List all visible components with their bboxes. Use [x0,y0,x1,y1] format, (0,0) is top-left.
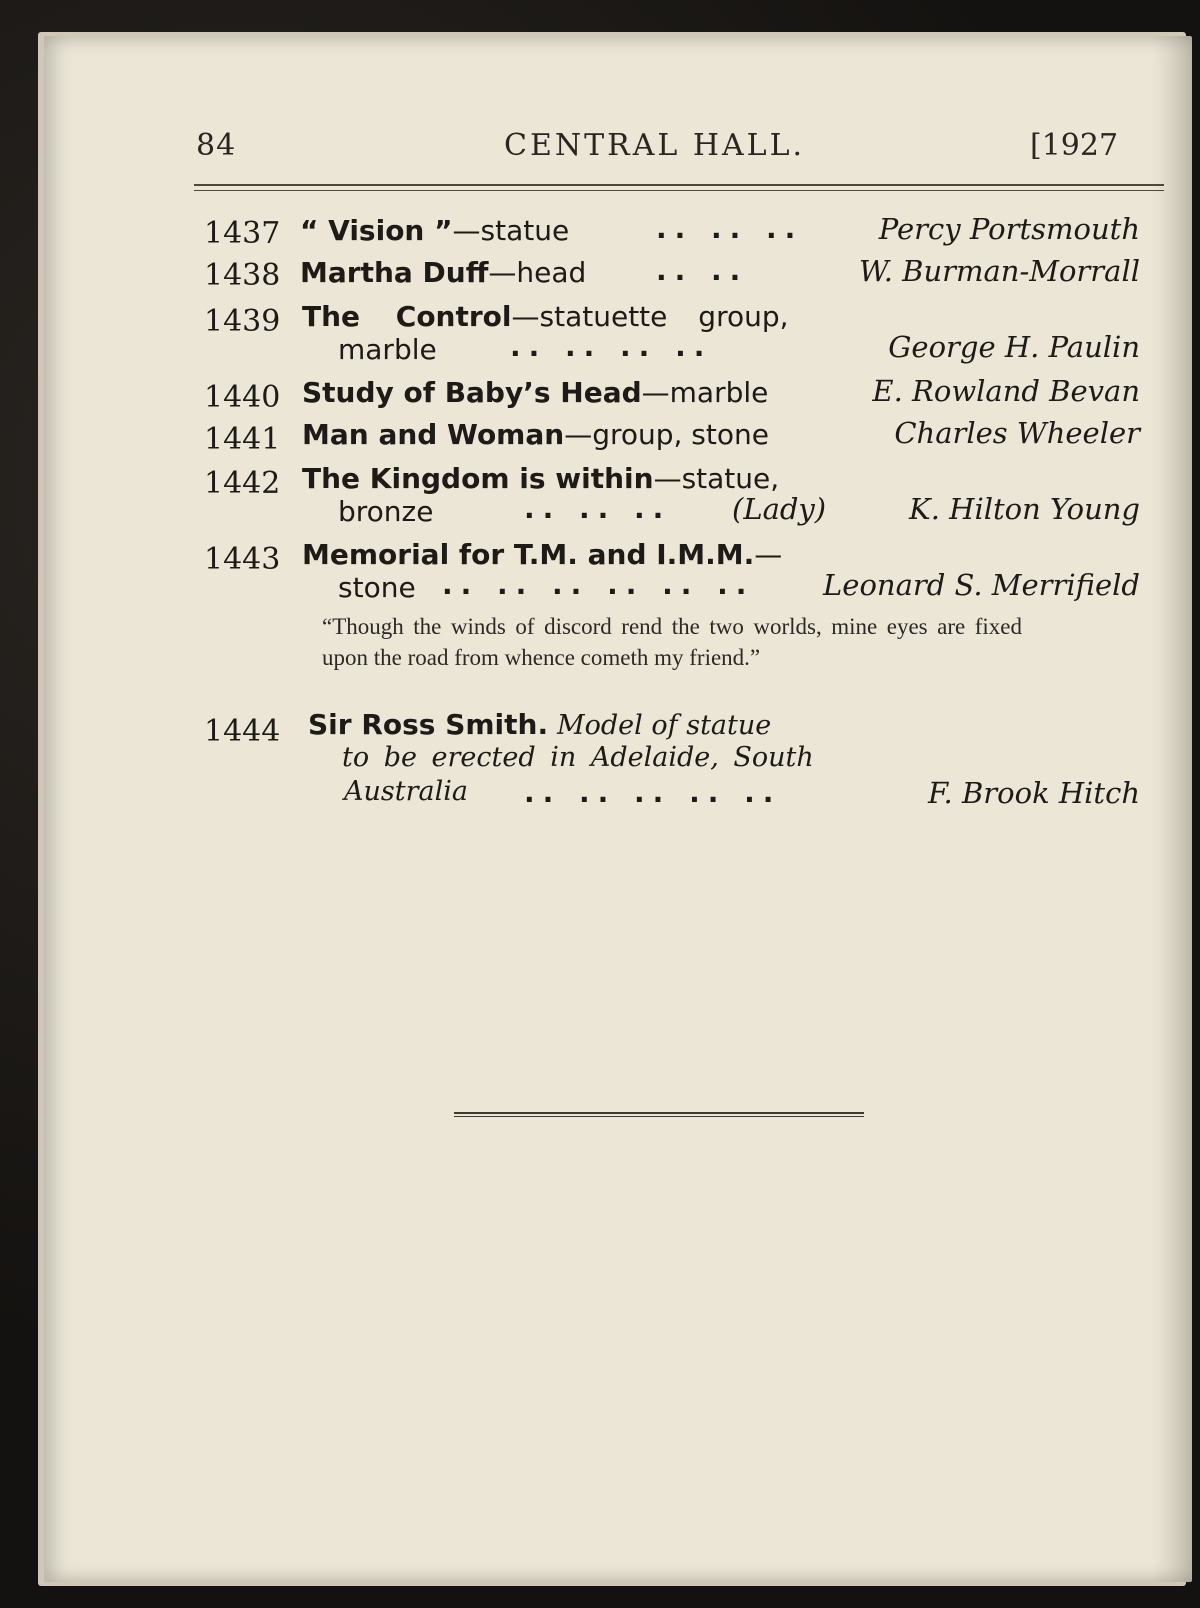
artist-name: Charles Wheeler [894,416,1140,450]
entry-title-main: Martha Duff [300,256,489,289]
leader-dots: .. .. .. [656,212,804,245]
artist-name: E. Rowland Bevan [872,374,1140,408]
entry-title-main: The Kingdom is within [302,462,654,495]
artist-name: Percy Portsmouth [878,212,1140,246]
entry-title [300,214,569,247]
entry-title [308,708,771,741]
entry-title-medium: —statue, [653,462,780,495]
entry-number: 1437 [204,216,281,251]
artist-name: F. Brook Hitch [927,776,1140,810]
entry-title [302,418,769,451]
entry-number: 1439 [204,304,281,339]
entry-title-main: Study of Baby’s Head [302,376,642,409]
entry-title-main: Man and Woman [302,418,565,451]
entry-title-continued: Australia [344,776,468,807]
leader-dots: .. .. .. .. .. [524,776,782,809]
end-rule [454,1112,864,1117]
entry-title-medium: — [754,538,783,571]
entry-title [302,300,789,333]
entry-title-continued: bronze [338,495,434,528]
entry-title-medium: —statuette group, [511,300,789,333]
artist-name: K. Hilton Young [909,492,1140,526]
entry-number: 1438 [204,258,281,293]
entry-title-main: Memorial for T.M. and I.M.M. [302,538,755,571]
entry-number: 1442 [204,466,281,501]
running-head [44,128,1192,178]
artist-name: Leonard S. Merrifield [823,568,1140,602]
page-number: 84 [196,128,237,163]
entry-title-continued: stone [338,571,416,604]
page-title: CENTRAL HALL. [504,128,806,163]
entry-title-continued: to be erected in Adelaide, South [342,742,814,773]
leader-dots: .. .. [656,254,749,287]
entry-number: 1440 [204,380,281,415]
header-year: [1927 [1030,128,1119,163]
entry-title-medium: —statue [452,214,570,247]
entry-title-medium: —marble [641,376,769,409]
entry-title-main: The Control [302,300,512,333]
header-rule [194,184,1164,191]
entry-title-main: Sir Ross Smith. [308,708,549,741]
book-page [44,36,1192,1582]
entry-title [302,462,779,495]
entry-title [300,256,586,289]
artist-name: George H. Paulin [888,330,1140,364]
leader-dots: .. .. .. .. .. .. [442,568,755,601]
entry-number: 1443 [204,542,281,577]
entry-title-description: Model of statue [557,710,772,741]
entry-title [302,538,782,571]
entry-title-medium: —head [488,256,587,289]
entry-title-main: “ Vision ” [300,214,453,247]
artist-name: W. Burman-Morrall [858,254,1140,288]
entry-quotation: “Though the winds of discord rend the two worlds, mine eyes are fixed upon the road from whence cometh my friend.” [322,614,1022,670]
entry-title-continued: marble [338,333,437,366]
entry-number: 1444 [204,714,281,749]
artist-prefix: (Lady) [732,492,827,526]
leader-dots: .. .. .. [524,492,672,525]
entry-title-medium: —group, stone [564,418,769,451]
leader-dots: .. .. .. .. [510,330,713,363]
entry-title [302,376,768,409]
entry-number: 1441 [204,422,281,457]
